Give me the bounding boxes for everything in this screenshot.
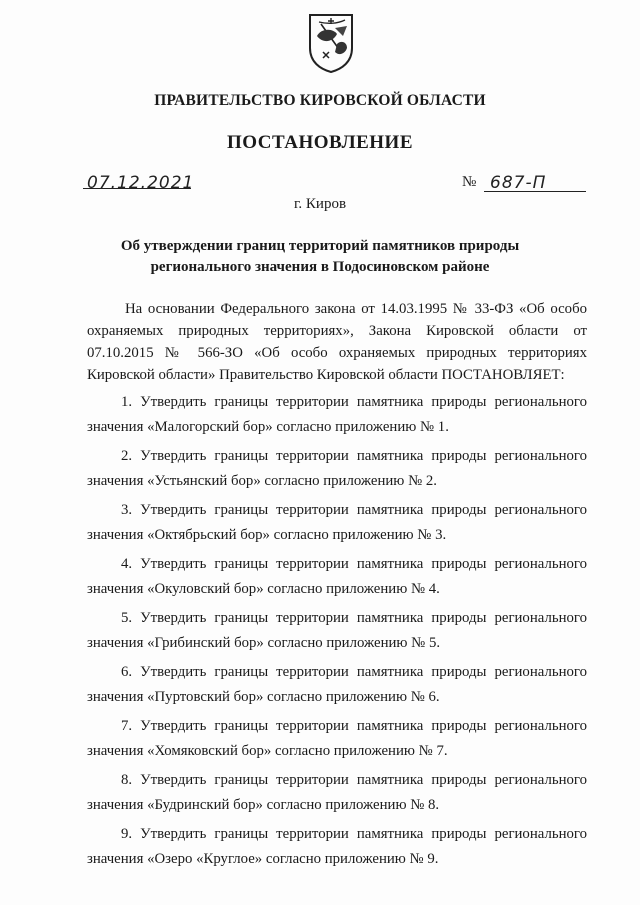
preamble-paragraph: На основании Федерального закона от 14.03.1995 № 33-ФЗ «Об особо охраняемых природных территориях», Закона Кировской области от 07.10.2015 № 566-ЗО «Об особо охраняемых природных территориях Кировской области» Правительство Кировской области ПОСТАНОВЛЯЕТ: bbox=[87, 301, 587, 383]
document-body bbox=[87, 298, 587, 876]
number-prefix: № bbox=[462, 174, 477, 190]
document-date: 07.12.2021 bbox=[87, 173, 195, 193]
resolution-item-2: 2. Утвердить границы территории памятника природы регионального значения «Устьянский бор» согласно приложению № 2. bbox=[87, 448, 587, 489]
document-subject bbox=[100, 236, 540, 278]
coat-of-arms-icon bbox=[307, 12, 355, 74]
subject-line-2: регионального значения в Подосиновском районе bbox=[150, 259, 490, 275]
document-type: ПОСТАНОВЛЕНИЕ bbox=[226, 132, 414, 153]
resolution-item-3: 3. Утвердить границы территории памятника природы регионального значения «Октябрьский бор» согласно приложению № 3. bbox=[87, 502, 587, 543]
resolution-item-5: 5. Утвердить границы территории памятника природы регионального значения «Грибинский бор» согласно приложению № 5. bbox=[87, 610, 587, 651]
date-underline bbox=[83, 188, 191, 189]
resolution-item-7: 7. Утвердить границы территории памятника природы регионального значения «Хомяковский бор» согласно приложению № 7. bbox=[87, 718, 587, 759]
resolution-item-8: 8. Утвердить границы территории памятника природы регионального значения «Будринский бор» согласно приложению № 8. bbox=[87, 772, 587, 813]
government-name: ПРАВИТЕЛЬСТВО КИРОВСКОЙ ОБЛАСТИ bbox=[154, 92, 486, 109]
subject-line-1: Об утверждении границ территорий памятников природы bbox=[120, 238, 520, 254]
resolution-item-9: 9. Утвердить границы территории памятника природы регионального значения «Озеро «Круглое» согласно приложению № 9. bbox=[87, 826, 587, 867]
resolution-items bbox=[87, 390, 587, 872]
resolution-item-4: 4. Утвердить границы территории памятника природы регионального значения «Окуловский бор» согласно приложению № 4. bbox=[87, 556, 587, 597]
document-number: 687-П bbox=[490, 173, 547, 193]
city: г. Киров bbox=[293, 196, 347, 212]
resolution-item-1: 1. Утвердить границы территории памятника природы регионального значения «Малогорский бор» согласно приложению № 1. bbox=[87, 394, 587, 435]
number-underline bbox=[484, 191, 586, 192]
resolution-item-6: 6. Утвердить границы территории памятника природы регионального значения «Пуртовский бор» согласно приложению № 6. bbox=[87, 664, 587, 705]
